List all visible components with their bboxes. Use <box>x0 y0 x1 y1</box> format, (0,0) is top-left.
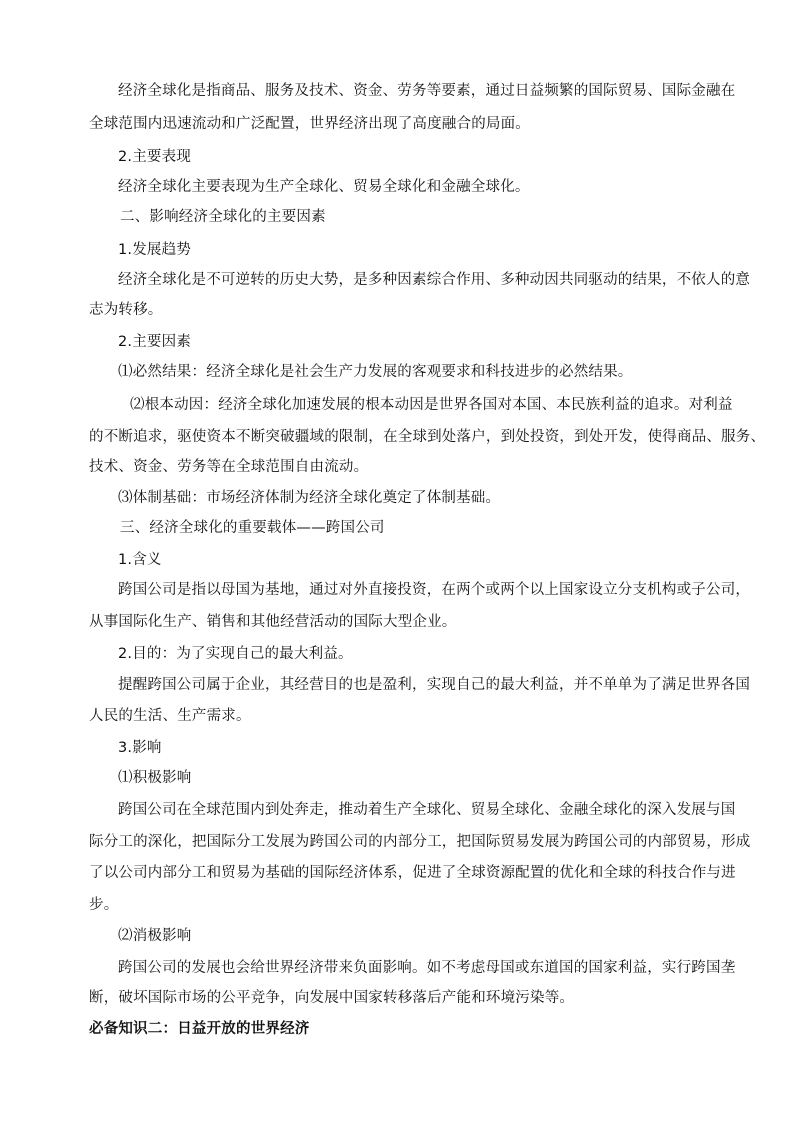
subheading-impact: 3.影响 <box>118 740 162 756</box>
subheading-trend: 1.发展趋势 <box>118 242 192 258</box>
paragraph-line: 跨国公司在全球范围内到处奔走，推动着生产全球化、贸易全球化、金融全球化的深入发展与国 <box>118 802 736 818</box>
negative-impact-title: ⑵消极影响 <box>118 928 192 944</box>
factor-item-2-line: ⑵根本动因：经济全球化加速发展的根本动因是世界各国对本国、本民族利益的追求。对利益 <box>130 397 733 413</box>
paragraph-line: 跨国公司是指以母国为基地，通过对外直接投资，在两个或两个以上国家设立分支机构或子公司， <box>118 582 751 598</box>
paragraph-line: 经济全球化主要表现为生产全球化、贸易全球化和金融全球化。 <box>118 179 530 195</box>
paragraph-line: 志为转移。 <box>89 302 163 318</box>
paragraph-line: 提醒跨国公司属于企业，其经营目的也是盈利，实现自己的最大利益，并不单单为了满足世界各国 <box>118 677 751 693</box>
factor-item-1: ⑴必然结果：经济全球化是社会生产力发展的客观要求和科技进步的必然结果。 <box>118 364 633 380</box>
subheading-purpose: 2.目的：为了实现自己的最大利益。 <box>118 646 353 662</box>
paragraph-line: 经济全球化是不可逆转的历史大势，是多种因素综合作用、多种动因共同驱动的结果，不依人的意 <box>118 272 751 288</box>
subheading-main-performance: 2.主要表现 <box>118 149 192 165</box>
paragraph-line: 了以公司内部分工和贸易为基础的国际经济体系，促进了全球资源配置的优化和全球的科技合作与进 <box>89 865 736 881</box>
section-heading-3: 三、经济全球化的重要载体——跨国公司 <box>120 520 385 536</box>
paragraph-line: 跨国公司的发展也会给世界经济带来负面影响。如不考虑母国或东道国的国家利益，实行跨国垄 <box>118 960 736 976</box>
factor-item-2-line: 的不断追求，驱使资本不断突破疆域的限制，在全球到处落户，到处投资，到处开发，使得商品、服务、 <box>89 429 766 445</box>
subheading-factors: 2.主要因素 <box>118 334 192 350</box>
section-heading-knowledge-2: 必备知识二：日益开放的世界经济 <box>89 1021 310 1037</box>
factor-item-3: ⑶体制基础：市场经济体制为经济全球化奠定了体制基础。 <box>118 490 501 506</box>
paragraph-line: 经济全球化是指商品、服务及技术、资金、劳务等要素，通过日益频繁的国际贸易、国际金融在 <box>118 83 736 99</box>
factor-item-2-line: 技术、资金、劳务等在全球范围自由流动。 <box>89 459 369 475</box>
paragraph-line: 全球范围内迅速流动和广泛配置，世界经济出现了高度融合的局面。 <box>89 116 530 132</box>
section-heading-2: 二、影响经济全球化的主要因素 <box>120 209 326 225</box>
paragraph-line: 从事国际化生产、销售和其他经营活动的国际大型企业。 <box>89 614 457 630</box>
paragraph-line: 断，破坏国际市场的公平竞争，向发展中国家转移落后产能和环境污染等。 <box>89 990 575 1006</box>
paragraph-line: 际分工的深化，把国际分工发展为跨国公司的内部分工，把国际贸易发展为跨国公司的内部贸易，形成 <box>89 834 751 850</box>
positive-impact-title: ⑴积极影响 <box>118 770 192 786</box>
paragraph-line: 人民的生活、生产需求。 <box>89 708 251 724</box>
subheading-meaning: 1.含义 <box>118 552 162 568</box>
paragraph-line: 步。 <box>89 897 119 913</box>
